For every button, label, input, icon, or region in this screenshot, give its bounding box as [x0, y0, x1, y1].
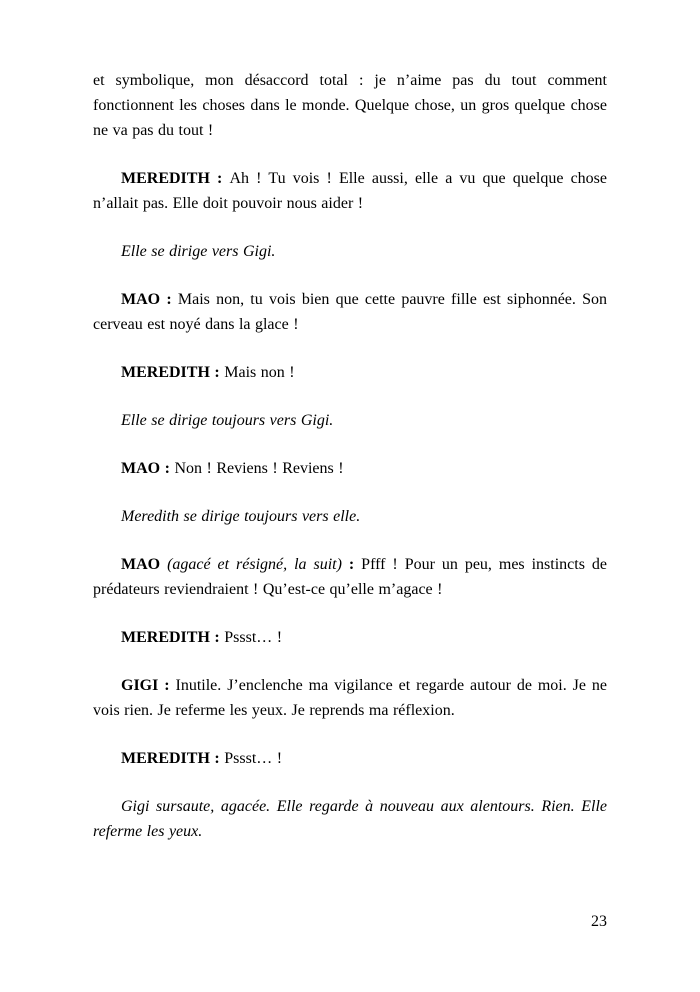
speaker-name: MAO: [121, 556, 161, 573]
page-number: 23: [591, 913, 607, 930]
speaker-name: MEREDITH: [121, 364, 210, 381]
stage-direction: Gigi sursaute, agacée. Elle regarde à nouveau aux alentours. Rien. Elle referme les yeux.: [93, 798, 607, 840]
dialogue-paragraph: GIGI : Inutile. J’enclenche ma vigilance et regarde autour de moi. Je ne vois rien. Je referme les yeux. Je reprends ma réflexion.: [93, 677, 607, 719]
speaker-name: GIGI: [121, 677, 159, 694]
stage-direction: Meredith se dirige toujours vers elle.: [121, 508, 361, 525]
speaker-colon: :: [209, 170, 230, 187]
speaker-colon: :: [209, 750, 225, 767]
speaker-name: MAO: [121, 291, 161, 308]
stage-direction: Elle se dirige vers Gigi.: [121, 243, 276, 260]
speaker-colon: :: [158, 677, 176, 694]
dialogue-paragraph: MAO : Mais non, tu vois bien que cette pauvre fille est siphonnée. Son cerveau est noyé dans la glace !: [93, 291, 608, 333]
speaker-colon: :: [341, 556, 362, 573]
speaker-name: MEREDITH: [121, 629, 210, 646]
dialogue-paragraph: MEREDITH : Ah ! Tu vois ! Elle aussi, elle a vu que quelque chose n’allait pas. Elle doit pouvoir nous aider !: [93, 170, 607, 212]
speaker-colon: :: [160, 291, 178, 308]
speaker-name: MEREDITH: [121, 170, 210, 187]
speaker-colon: :: [209, 364, 225, 381]
text-content: [93, 68, 607, 867]
dialogue-paragraph: MAO : Non ! Reviens ! Reviens !: [121, 460, 344, 477]
dialogue-paragraph: MAO (agacé et résigné, la suit) : Pfff ! Pour un peu, mes instincts de prédateurs reviendraient ! Qu’est-ce qu’elle m’agace !: [93, 556, 608, 598]
dialogue-paragraph: MEREDITH : Mais non !: [121, 364, 295, 381]
speaker-colon: :: [160, 460, 175, 477]
dialogue-paragraph: MEREDITH : Pssst… !: [121, 750, 283, 767]
stage-direction: Elle se dirige toujours vers Gigi.: [121, 412, 334, 429]
speaker-colon: :: [209, 629, 225, 646]
body-paragraph: et symbolique, mon désaccord total : je n’aime pas du tout comment fonctionnent les choses dans le monde. Quelque chose, un gros quelque chose ne va pas du tout !: [93, 72, 607, 139]
stage-note: (agacé et résigné, la suit): [167, 556, 342, 573]
dialogue-paragraph: MEREDITH : Pssst… !: [121, 629, 283, 646]
speaker-name: MAO: [121, 460, 161, 477]
speaker-name: MEREDITH: [121, 750, 210, 767]
